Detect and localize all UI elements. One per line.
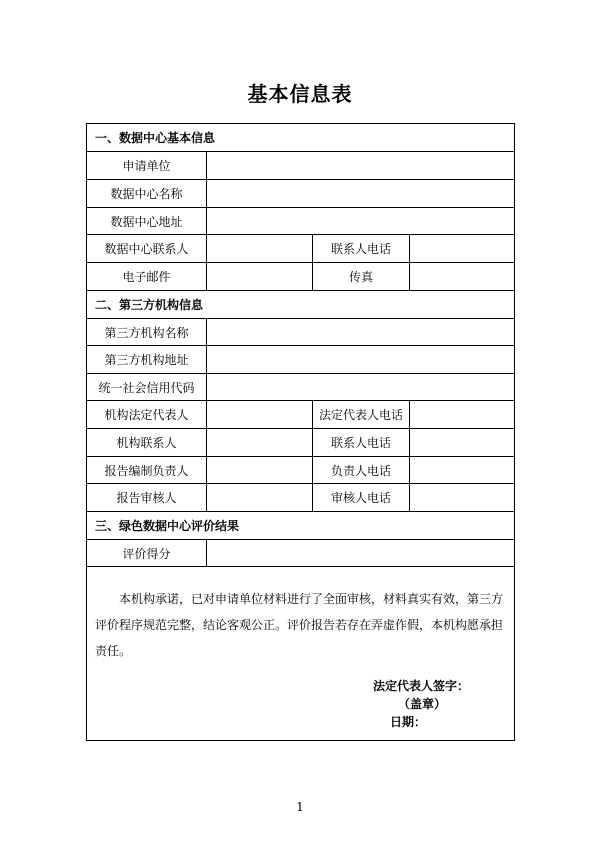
legal-rep-phone-field[interactable] — [409, 401, 514, 428]
credit-code-label: 统一社会信用代码 — [98, 380, 195, 395]
page-title: 基本信息表 — [247, 82, 353, 106]
section-3-heading-row — [87, 512, 514, 540]
table-row — [87, 152, 514, 180]
lead-phone-field[interactable] — [409, 457, 514, 483]
score-field[interactable] — [206, 540, 514, 566]
statement-line-1: 本机构承诺，已对申请单位材料进行了全面审核，材料真实有效，第三方 — [119, 592, 504, 606]
seal-label: （盖章） — [398, 697, 447, 711]
table-row — [87, 374, 514, 401]
statement-line-2: 评价程序规范完整，结论客观公正。评价报告若存在弄虚作假，本机构愿承担 — [95, 618, 504, 632]
commitment-statement — [95, 586, 513, 664]
basic-info-form — [86, 123, 515, 741]
legal-signature-label: 法定代表人签字： — [373, 679, 470, 693]
fax-label: 传真 — [312, 263, 409, 290]
contact-phone-label: 联系人电话 — [312, 235, 409, 262]
reviewer-label: 报告审核人 — [116, 491, 177, 505]
org-contact-field[interactable] — [206, 429, 312, 456]
table-row — [87, 401, 514, 429]
dc-name-field[interactable] — [206, 180, 514, 207]
table-row — [87, 180, 514, 208]
table-row — [87, 540, 514, 567]
table-row — [87, 263, 514, 291]
legal-rep-label: 机构法定代表人 — [104, 408, 189, 422]
dc-contact-field[interactable] — [206, 235, 312, 262]
fax-field[interactable] — [409, 263, 514, 290]
table-row — [87, 484, 514, 512]
report-lead-field[interactable] — [206, 457, 312, 483]
dc-address-field[interactable] — [206, 208, 514, 234]
table-row — [87, 346, 514, 374]
reviewer-phone-label: 审核人电话 — [312, 484, 409, 511]
table-row — [87, 235, 514, 263]
credit-code-field[interactable] — [206, 374, 514, 400]
org-contact-phone-label: 联系人电话 — [312, 429, 409, 456]
lead-phone-label: 负责人电话 — [312, 457, 409, 483]
org-address-field[interactable] — [206, 346, 514, 373]
table-row — [87, 208, 514, 235]
statement-line-3: 责任。 — [95, 644, 132, 658]
dc-contact-label: 数据中心联系人 — [104, 242, 189, 256]
score-label: 评价得分 — [122, 546, 171, 561]
section-1-heading: 一、数据中心基本信息 — [95, 131, 216, 145]
section-3-heading: 三、绿色数据中心评价结果 — [95, 519, 240, 533]
table-row — [87, 457, 514, 484]
applicant-field[interactable] — [206, 152, 514, 179]
legal-rep-field[interactable] — [206, 401, 312, 428]
reviewer-field[interactable] — [206, 484, 312, 511]
page-number: 1 — [296, 800, 304, 814]
table-row — [87, 429, 514, 457]
dc-address-label: 数据中心地址 — [110, 214, 183, 229]
org-contact-phone-field[interactable] — [409, 429, 514, 456]
email-label: 电子邮件 — [122, 270, 171, 284]
date-label: 日期： — [390, 715, 427, 729]
table-row — [87, 319, 514, 346]
legal-rep-phone-label: 法定代表人电话 — [312, 401, 409, 428]
reviewer-phone-field[interactable] — [409, 484, 514, 511]
org-name-field[interactable] — [206, 319, 514, 345]
contact-phone-field[interactable] — [409, 235, 514, 262]
section-2-heading-row — [87, 291, 514, 319]
org-address-label: 第三方机构地址 — [104, 353, 189, 367]
report-lead-label: 报告编制负责人 — [104, 463, 189, 478]
section-2-heading: 二、第三方机构信息 — [95, 298, 204, 312]
section-1-heading-row — [87, 124, 514, 152]
org-name-label: 第三方机构名称 — [104, 325, 189, 340]
applicant-label: 申请单位 — [122, 159, 171, 173]
org-contact-label: 机构联系人 — [116, 436, 177, 450]
dc-name-label: 数据中心名称 — [110, 187, 183, 201]
email-field[interactable] — [206, 263, 312, 290]
